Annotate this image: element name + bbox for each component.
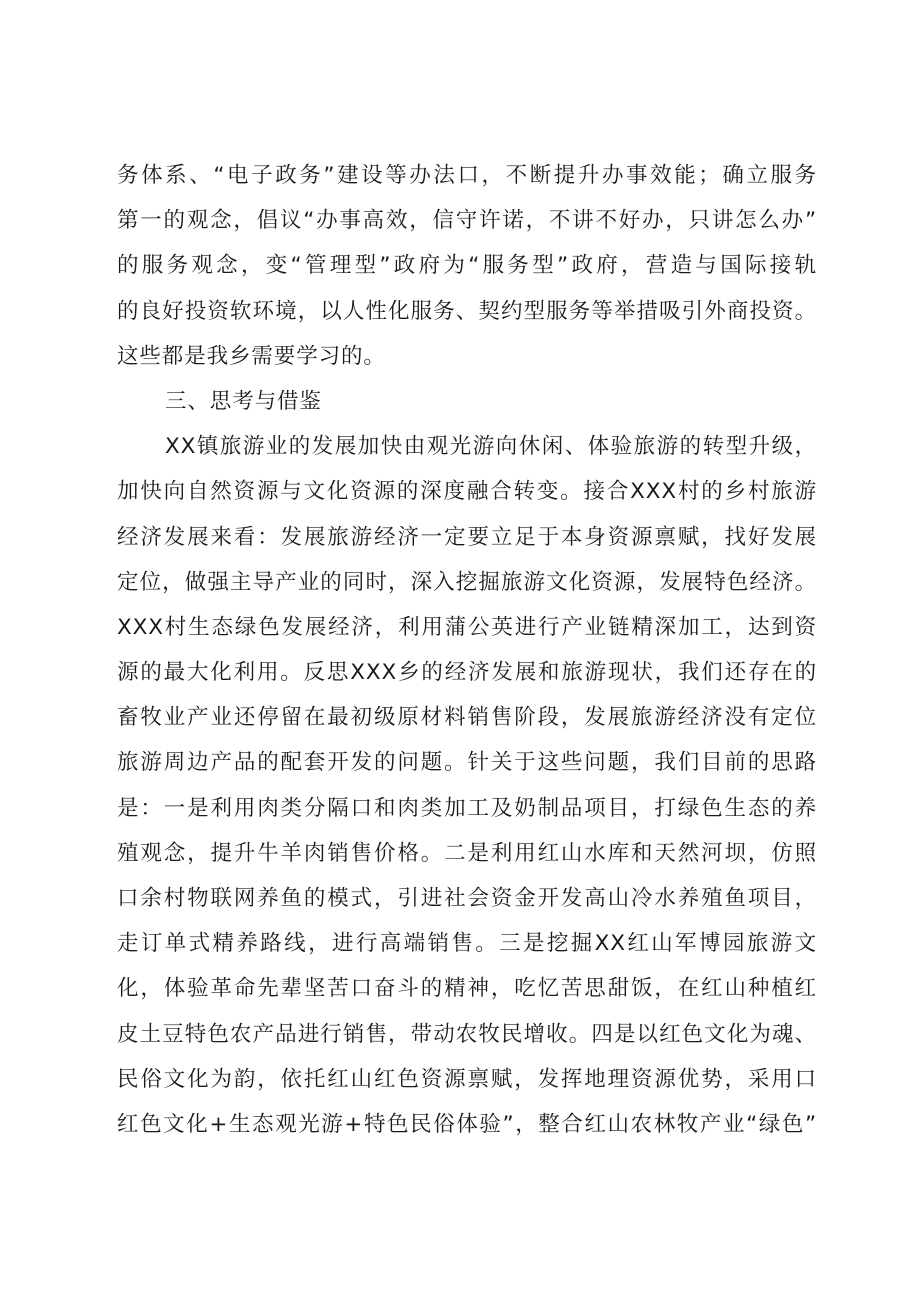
paragraph-first-line: XX镇旅游业的发展加快由观光游向休闲、体验旅游的转型升级， — [165, 434, 817, 460]
section-heading: 三、思考与借鉴 — [165, 388, 322, 414]
text-line: 第一的观念，倡议“办事高效，信守许诺，不讲不好办，只讲怎么办” — [117, 208, 817, 234]
text-line: 畜牧业产业还停留在最初级原材料销售阶段，发展旅游经济没有定位 — [117, 705, 817, 731]
text-line: 务体系、“电子政务”建设等办法口，不断提升办事效能；确立服务 — [117, 163, 817, 188]
text-line: 化，体验革命先辈坚苦口奋斗的精神，吃忆苦思甜饭，在红山种植红 — [117, 976, 817, 1002]
text-line: 是：一是利用肉类分隔口和肉类加工及奶制品项目，打绿色生态的养 — [117, 795, 817, 821]
text-line: XXX村生态绿色发展经济，利用蒲公英进行产业链精深加工，达到资 — [117, 614, 817, 640]
text-line: 旅游周边产品的配套开发的问题。针关于这些问题，我们目前的思路 — [117, 750, 817, 776]
text-line: 的良好投资软环境，以人性化服务、契约型服务等举措吸引外商投资。 — [117, 298, 817, 324]
text-line: 这些都是我乡需要学习的。 — [117, 343, 386, 369]
text-line: 殖观念，提升牛羊肉销售价格。二是利用红山水库和天然河坝，仿照 — [117, 840, 817, 866]
text-line: 皮土豆特色农产品进行销售，带动农牧民增收。四是以红色文化为魂、 — [117, 1021, 817, 1047]
text-line: 经济发展来看：发展旅游经济一定要立足于本身资源禀赋，找好发展 — [117, 524, 817, 550]
text-line: 走订单式精养路线，进行高端销售。三是挖掘XX红山军博园旅游文 — [117, 931, 817, 957]
text-line: 加快向自然资源与文化资源的深度融合转变。接合XXX村的乡村旅游 — [117, 479, 817, 505]
text-line: 定位，做强主导产业的同时，深入挖掘旅游文化资源，发展特色经济。 — [117, 569, 817, 595]
text-line: 口余村物联网养鱼的模式，引进社会资金开发高山冷水养殖鱼项目， — [117, 886, 817, 911]
text-line: 的服务观念，变“管理型”政府为“服务型”政府，营造与国际接轨 — [117, 253, 817, 279]
text-line: 源的最大化利用。反思XXX乡的经济发展和旅游现状，我们还存在的 — [117, 660, 817, 686]
text-line: 红色文化+生态观光游+特色民俗体验”，整合红山农林牧产业“绿色” — [117, 1111, 817, 1137]
document-body — [117, 153, 817, 1147]
text-line: 民俗文化为韵，依托红山红色资源禀赋，发挥地理资源优势，采用口 — [117, 1066, 817, 1092]
